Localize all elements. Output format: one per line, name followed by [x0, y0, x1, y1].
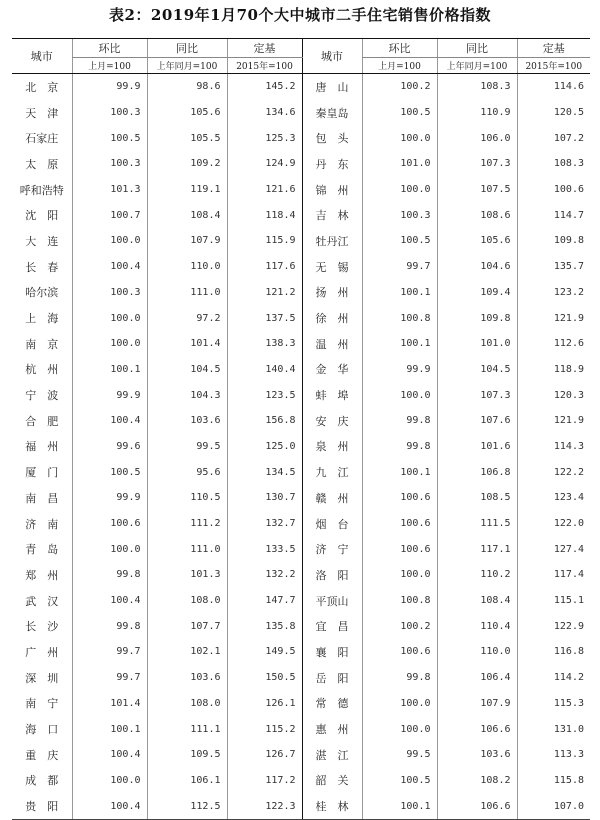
right-fixed-cell: 114.2 — [517, 665, 590, 691]
right-city-cell: 金 华 — [302, 357, 362, 383]
right-city-cell: 济 宁 — [302, 536, 362, 562]
right-fixed-cell: 114.7 — [517, 202, 590, 228]
left-city-cell: 厦 门 — [25, 466, 59, 480]
right-city-cell: 平顶山 — [302, 588, 362, 614]
right-fixed-cell: 107.2 — [517, 125, 590, 151]
right-city-cell: 襄 阳 — [302, 639, 362, 665]
left-fixed-cell: 132.2 — [227, 562, 302, 588]
left-fixed-cell: 137.5 — [227, 305, 302, 331]
left-mom-cell: 99.6 — [72, 434, 147, 460]
left-yoy-cell: 107.9 — [147, 228, 227, 254]
right-yoy-cell: 107.3 — [437, 151, 517, 177]
left-fixed-cell: 132.7 — [227, 511, 302, 537]
left-fixed-cell: 124.9 — [227, 151, 302, 177]
right-fixed-cell: 121.9 — [517, 305, 590, 331]
right-mom-cell: 100.0 — [362, 177, 437, 203]
right-mom-cell: 99.7 — [362, 254, 437, 280]
table-row — [12, 691, 590, 717]
header-row-2 — [12, 58, 590, 74]
left-fixed-cell: 117.2 — [227, 768, 302, 794]
right-city-cell: 湛 江 — [302, 742, 362, 768]
left-mom-cell: 100.1 — [72, 716, 147, 742]
right-city-cell: 赣 州 — [302, 485, 362, 511]
left-yoy-cell: 102.1 — [147, 639, 227, 665]
right-city-cell: 唐 山 — [302, 74, 362, 100]
left-mom-cell: 100.3 — [72, 151, 147, 177]
right-yoy-cell: 106.4 — [437, 665, 517, 691]
table-row — [12, 382, 590, 408]
left-city-cell: 天 津 — [25, 106, 59, 120]
right-fixed-cell: 117.4 — [517, 562, 590, 588]
left-mom-cell: 101.3 — [72, 177, 147, 203]
left-mom-cell: 100.0 — [72, 331, 147, 357]
left-fixed-cell: 150.5 — [227, 665, 302, 691]
right-fixed-cell: 113.3 — [517, 742, 590, 768]
left-fixed-cell: 140.4 — [227, 357, 302, 383]
table-row — [12, 280, 590, 306]
right-yoy-cell: 104.5 — [437, 357, 517, 383]
right-city-cell: 徐 州 — [302, 305, 362, 331]
left-yoy-cell: 110.5 — [147, 485, 227, 511]
right-city-cell: 惠 州 — [302, 716, 362, 742]
table-row — [12, 254, 590, 280]
left-fixed-cell: 121.6 — [227, 177, 302, 203]
left-fixed-cell: 117.6 — [227, 254, 302, 280]
right-city-cell: 扬 州 — [302, 280, 362, 306]
left-city-cell: 太 原 — [25, 157, 59, 171]
left-mom-cell: 100.4 — [72, 742, 147, 768]
left-mom-cell: 100.4 — [72, 408, 147, 434]
left-city-cell: 济 南 — [25, 517, 59, 531]
right-fixed-cell: 114.6 — [517, 74, 590, 100]
right-city-cell: 常 德 — [302, 691, 362, 717]
right-mom-cell: 100.6 — [362, 511, 437, 537]
header-fixed-left: 定基 — [227, 39, 302, 58]
header-city-right: 城市 — [302, 39, 362, 74]
right-city-cell: 烟 台 — [302, 511, 362, 537]
left-city-cell: 宁 波 — [25, 389, 59, 403]
header-fixed-base-right: 2015年=100 — [517, 58, 590, 74]
right-city-cell: 韶 关 — [302, 768, 362, 794]
left-mom-cell: 100.3 — [72, 280, 147, 306]
right-fixed-cell: 121.9 — [517, 408, 590, 434]
left-fixed-cell: 121.2 — [227, 280, 302, 306]
left-mom-cell: 100.0 — [72, 768, 147, 794]
left-mom-cell: 100.5 — [72, 125, 147, 151]
left-fixed-cell: 133.5 — [227, 536, 302, 562]
left-mom-cell: 99.9 — [72, 382, 147, 408]
left-city-cell: 沈 阳 — [25, 209, 59, 223]
right-mom-cell: 100.0 — [362, 691, 437, 717]
table-row — [12, 536, 590, 562]
right-mom-cell: 100.6 — [362, 536, 437, 562]
table-row — [12, 511, 590, 537]
right-city-cell: 泉 州 — [302, 434, 362, 460]
right-city-cell: 牡丹江 — [302, 228, 362, 254]
left-yoy-cell: 104.5 — [147, 357, 227, 383]
left-yoy-cell: 108.4 — [147, 202, 227, 228]
table-row — [12, 434, 590, 460]
left-fixed-cell: 125.0 — [227, 434, 302, 460]
left-mom-cell: 100.4 — [72, 793, 147, 819]
right-fixed-cell: 112.6 — [517, 331, 590, 357]
right-mom-cell: 100.2 — [362, 74, 437, 100]
left-city-cell: 海 口 — [25, 723, 59, 737]
right-city-cell: 锦 州 — [302, 177, 362, 203]
left-yoy-cell: 108.0 — [147, 588, 227, 614]
right-mom-cell: 99.9 — [362, 357, 437, 383]
left-city-cell: 呼和浩特 — [19, 183, 64, 197]
left-yoy-cell: 101.4 — [147, 331, 227, 357]
left-mom-cell: 100.1 — [72, 357, 147, 383]
right-fixed-cell: 115.8 — [517, 768, 590, 794]
left-yoy-cell: 109.5 — [147, 742, 227, 768]
right-fixed-cell: 127.4 — [517, 536, 590, 562]
left-city-cell: 长 春 — [25, 260, 59, 274]
right-mom-cell: 100.2 — [362, 613, 437, 639]
left-fixed-cell: 122.3 — [227, 793, 302, 819]
left-mom-cell: 100.7 — [72, 202, 147, 228]
right-fixed-cell: 116.8 — [517, 639, 590, 665]
left-yoy-cell: 99.5 — [147, 434, 227, 460]
left-fixed-cell: 126.7 — [227, 742, 302, 768]
header-city-left: 城市 — [12, 39, 72, 74]
header-yoy-left: 同比 — [147, 39, 227, 58]
left-mom-cell: 99.7 — [72, 665, 147, 691]
right-yoy-cell: 108.5 — [437, 485, 517, 511]
left-city-cell: 广 州 — [25, 645, 59, 659]
table-row — [12, 202, 590, 228]
header-fixed-base-left: 2015年=100 — [227, 58, 302, 74]
table-row — [12, 562, 590, 588]
left-yoy-cell: 103.6 — [147, 408, 227, 434]
left-yoy-cell: 105.6 — [147, 100, 227, 126]
left-fixed-cell: 115.2 — [227, 716, 302, 742]
right-mom-cell: 100.1 — [362, 459, 437, 485]
left-fixed-cell: 156.8 — [227, 408, 302, 434]
left-city-cell: 杭 州 — [25, 363, 59, 377]
right-city-cell: 温 州 — [302, 331, 362, 357]
header-row-1 — [12, 39, 590, 58]
header-fixed-right: 定基 — [517, 39, 590, 58]
left-city-cell: 哈尔滨 — [25, 286, 59, 300]
right-city-cell: 蚌 埠 — [302, 382, 362, 408]
left-mom-cell: 100.4 — [72, 588, 147, 614]
right-mom-cell: 100.1 — [362, 331, 437, 357]
right-yoy-cell: 107.5 — [437, 177, 517, 203]
left-yoy-cell: 111.0 — [147, 536, 227, 562]
right-city-cell: 九 江 — [302, 459, 362, 485]
right-fixed-cell: 115.1 — [517, 588, 590, 614]
left-fixed-cell: 149.5 — [227, 639, 302, 665]
right-yoy-cell: 110.4 — [437, 613, 517, 639]
left-city-cell: 长 沙 — [25, 620, 59, 634]
right-yoy-cell: 110.9 — [437, 100, 517, 126]
left-mom-cell: 99.9 — [72, 485, 147, 511]
right-mom-cell: 100.5 — [362, 228, 437, 254]
right-city-cell: 桂 林 — [302, 793, 362, 819]
left-yoy-cell: 97.2 — [147, 305, 227, 331]
left-fixed-cell: 123.5 — [227, 382, 302, 408]
right-fixed-cell: 114.3 — [517, 434, 590, 460]
table-row — [12, 639, 590, 665]
right-yoy-cell: 101.6 — [437, 434, 517, 460]
table-row — [12, 742, 590, 768]
right-mom-cell: 100.8 — [362, 588, 437, 614]
table-row — [12, 613, 590, 639]
left-fixed-cell: 125.3 — [227, 125, 302, 151]
left-yoy-cell: 112.5 — [147, 793, 227, 819]
right-mom-cell: 100.1 — [362, 280, 437, 306]
left-yoy-cell: 104.3 — [147, 382, 227, 408]
table-row — [12, 228, 590, 254]
left-fixed-cell: 115.9 — [227, 228, 302, 254]
left-yoy-cell: 106.1 — [147, 768, 227, 794]
left-mom-cell: 99.7 — [72, 639, 147, 665]
right-city-cell: 吉 林 — [302, 202, 362, 228]
right-fixed-cell: 115.3 — [517, 691, 590, 717]
left-yoy-cell: 109.2 — [147, 151, 227, 177]
right-yoy-cell: 108.3 — [437, 74, 517, 100]
right-mom-cell: 100.8 — [362, 305, 437, 331]
right-fixed-cell: 123.4 — [517, 485, 590, 511]
left-fixed-cell: 138.3 — [227, 331, 302, 357]
left-yoy-cell: 98.6 — [147, 74, 227, 100]
table-row — [12, 177, 590, 203]
left-yoy-cell: 111.0 — [147, 280, 227, 306]
right-mom-cell: 100.0 — [362, 716, 437, 742]
right-yoy-cell: 108.2 — [437, 768, 517, 794]
right-fixed-cell: 120.5 — [517, 100, 590, 126]
right-fixed-cell: 123.2 — [517, 280, 590, 306]
left-yoy-cell: 107.7 — [147, 613, 227, 639]
right-fixed-cell: 108.3 — [517, 151, 590, 177]
header-mom-base-left: 上月=100 — [72, 58, 147, 74]
left-yoy-cell: 101.3 — [147, 562, 227, 588]
table-row — [12, 305, 590, 331]
left-city-cell: 武 汉 — [25, 594, 59, 608]
right-yoy-cell: 104.6 — [437, 254, 517, 280]
left-fixed-cell: 130.7 — [227, 485, 302, 511]
table-row — [12, 357, 590, 383]
table-row — [12, 408, 590, 434]
right-yoy-cell: 106.6 — [437, 793, 517, 819]
right-yoy-cell: 106.6 — [437, 716, 517, 742]
right-mom-cell: 99.8 — [362, 665, 437, 691]
right-mom-cell: 100.0 — [362, 562, 437, 588]
right-mom-cell: 100.6 — [362, 639, 437, 665]
right-city-cell: 洛 阳 — [302, 562, 362, 588]
left-mom-cell: 100.0 — [72, 536, 147, 562]
left-mom-cell: 100.0 — [72, 228, 147, 254]
right-fixed-cell: 109.8 — [517, 228, 590, 254]
right-fixed-cell: 120.3 — [517, 382, 590, 408]
right-mom-cell: 99.8 — [362, 408, 437, 434]
left-city-cell: 石家庄 — [25, 132, 59, 146]
left-city-cell: 深 圳 — [25, 671, 59, 685]
right-yoy-cell: 109.4 — [437, 280, 517, 306]
right-yoy-cell: 117.1 — [437, 536, 517, 562]
header-yoy-right: 同比 — [437, 39, 517, 58]
right-mom-cell: 100.0 — [362, 125, 437, 151]
left-city-cell: 北 京 — [25, 80, 59, 94]
table-row — [12, 485, 590, 511]
left-mom-cell: 100.4 — [72, 254, 147, 280]
right-mom-cell: 100.3 — [362, 202, 437, 228]
header-yoy-base-right: 上年同月=100 — [437, 58, 517, 74]
left-fixed-cell: 126.1 — [227, 691, 302, 717]
table-row — [12, 125, 590, 151]
left-mom-cell: 100.3 — [72, 100, 147, 126]
right-yoy-cell: 105.6 — [437, 228, 517, 254]
right-yoy-cell: 101.0 — [437, 331, 517, 357]
left-mom-cell: 99.8 — [72, 562, 147, 588]
table-row — [12, 459, 590, 485]
left-city-cell: 南 宁 — [25, 697, 59, 711]
left-yoy-cell: 111.1 — [147, 716, 227, 742]
right-yoy-cell: 111.5 — [437, 511, 517, 537]
left-yoy-cell: 105.5 — [147, 125, 227, 151]
left-city-cell: 福 州 — [25, 440, 59, 454]
right-mom-cell: 100.6 — [362, 485, 437, 511]
left-city-cell: 上 海 — [25, 312, 59, 326]
table-row — [12, 331, 590, 357]
right-fixed-cell: 118.9 — [517, 357, 590, 383]
left-city-cell: 郑 州 — [25, 568, 59, 582]
left-yoy-cell: 111.2 — [147, 511, 227, 537]
right-fixed-cell: 122.0 — [517, 511, 590, 537]
left-mom-cell: 99.8 — [72, 613, 147, 639]
left-city-cell: 合 肥 — [25, 414, 59, 428]
left-city-cell: 大 连 — [25, 234, 59, 248]
left-city-cell: 南 昌 — [25, 491, 59, 505]
right-yoy-cell: 107.6 — [437, 408, 517, 434]
left-fixed-cell: 147.7 — [227, 588, 302, 614]
table-row — [12, 74, 590, 100]
left-mom-cell: 100.0 — [72, 305, 147, 331]
right-fixed-cell: 131.0 — [517, 716, 590, 742]
left-mom-cell: 101.4 — [72, 691, 147, 717]
left-city-cell: 贵 阳 — [12, 793, 72, 819]
right-mom-cell: 101.0 — [362, 151, 437, 177]
right-yoy-cell: 106.0 — [437, 125, 517, 151]
left-fixed-cell: 134.5 — [227, 459, 302, 485]
right-yoy-cell: 108.6 — [437, 202, 517, 228]
right-yoy-cell: 103.6 — [437, 742, 517, 768]
price-index-table — [12, 38, 590, 820]
right-city-cell: 包 头 — [302, 125, 362, 151]
left-fixed-cell: 134.6 — [227, 100, 302, 126]
right-city-cell: 安 庆 — [302, 408, 362, 434]
right-fixed-cell: 107.0 — [517, 793, 590, 819]
left-yoy-cell: 119.1 — [147, 177, 227, 203]
right-fixed-cell: 122.2 — [517, 459, 590, 485]
table-row — [12, 100, 590, 126]
left-mom-cell: 99.9 — [72, 74, 147, 100]
table-row — [12, 665, 590, 691]
right-mom-cell: 100.0 — [362, 382, 437, 408]
right-fixed-cell: 100.6 — [517, 177, 590, 203]
header-mom-right: 环比 — [362, 39, 437, 58]
left-yoy-cell: 103.6 — [147, 665, 227, 691]
left-city-cell: 南 京 — [25, 337, 59, 351]
left-city-cell: 重 庆 — [25, 748, 59, 762]
right-mom-cell: 100.5 — [362, 768, 437, 794]
left-yoy-cell: 108.0 — [147, 691, 227, 717]
left-yoy-cell: 110.0 — [147, 254, 227, 280]
right-fixed-cell: 122.9 — [517, 613, 590, 639]
table-title: 表2：2019年1月70个大中城市二手住宅销售价格指数 — [109, 6, 491, 24]
left-mom-cell: 100.5 — [72, 459, 147, 485]
left-mom-cell: 100.6 — [72, 511, 147, 537]
right-yoy-cell: 108.4 — [437, 588, 517, 614]
right-mom-cell: 99.8 — [362, 434, 437, 460]
table-row — [12, 588, 590, 614]
header-yoy-base-left: 上年同月=100 — [147, 58, 227, 74]
right-mom-cell: 99.5 — [362, 742, 437, 768]
table-row — [12, 716, 590, 742]
header-mom-base-right: 上月=100 — [362, 58, 437, 74]
right-yoy-cell: 107.3 — [437, 382, 517, 408]
table-row — [12, 793, 590, 819]
right-city-cell: 岳 阳 — [302, 665, 362, 691]
right-city-cell: 无 锡 — [302, 254, 362, 280]
right-yoy-cell: 109.8 — [437, 305, 517, 331]
right-yoy-cell: 110.0 — [437, 639, 517, 665]
right-mom-cell: 100.5 — [362, 100, 437, 126]
right-yoy-cell: 107.9 — [437, 691, 517, 717]
right-city-cell: 丹 东 — [302, 151, 362, 177]
left-yoy-cell: 95.6 — [147, 459, 227, 485]
table-row — [12, 151, 590, 177]
table-body — [12, 74, 590, 820]
left-city-cell: 成 都 — [25, 774, 59, 788]
right-yoy-cell: 110.2 — [437, 562, 517, 588]
right-yoy-cell: 106.8 — [437, 459, 517, 485]
right-mom-cell: 100.1 — [362, 793, 437, 819]
table-row — [12, 768, 590, 794]
left-city-cell: 青 岛 — [25, 543, 59, 557]
left-fixed-cell: 145.2 — [227, 74, 302, 100]
left-fixed-cell: 135.8 — [227, 613, 302, 639]
right-city-cell: 秦皇岛 — [302, 100, 362, 126]
left-fixed-cell: 118.4 — [227, 202, 302, 228]
right-city-cell: 宜 昌 — [302, 613, 362, 639]
header-mom-left: 环比 — [72, 39, 147, 58]
right-fixed-cell: 135.7 — [517, 254, 590, 280]
